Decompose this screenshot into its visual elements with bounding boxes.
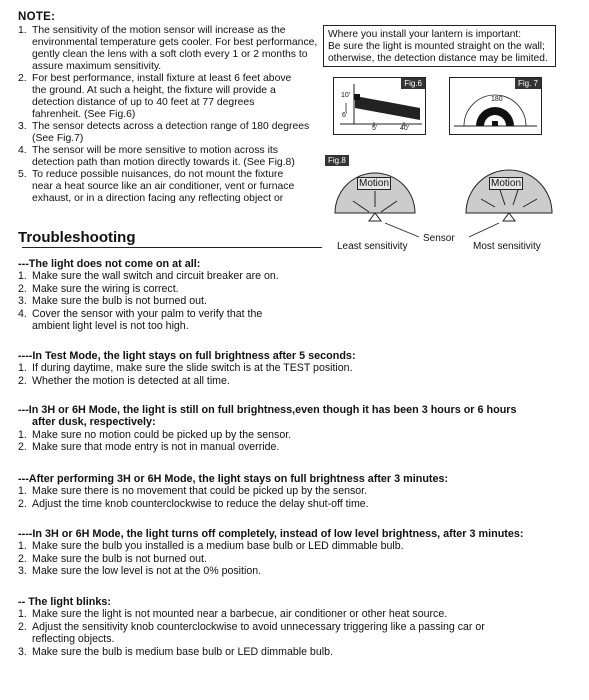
section-heading: ---In 3H or 6H Mode, the light is still on full brightness,even though it has been 3 hours or 6 hours — [18, 404, 517, 416]
note-item-number: 5. — [18, 169, 27, 180]
sensor-pointer — [469, 223, 499, 237]
fig6-dist-near: 5' — [372, 125, 378, 132]
item-text: reflecting objects. — [32, 633, 115, 646]
trouble-section-4 — [18, 473, 448, 510]
detection-beam — [355, 96, 420, 120]
note-item-number: 4. — [18, 145, 27, 156]
item-number: 3. — [18, 565, 27, 578]
note-line: For best performance, install fixture at least 6 feet above — [32, 73, 292, 84]
note-item-3 — [18, 121, 317, 145]
fig8-sensor-label: Sensor — [423, 233, 455, 244]
note-line: fahrenheit. (See Fig.6) — [32, 109, 136, 120]
note-line: environmental temperature gets cooler. For best performance, — [32, 37, 318, 48]
fig6-height-top: 10' — [341, 92, 351, 99]
item-number: 1. — [18, 608, 27, 621]
note-item-number: 1. — [18, 25, 27, 36]
fig6-height-bottom: 6' — [342, 112, 348, 119]
note-item-2 — [18, 73, 317, 121]
fig8-least-label: Least sensitivity — [337, 241, 408, 252]
fig8-motion-left: Motion — [359, 178, 390, 189]
note-item-number: 3. — [18, 121, 27, 132]
list-item — [18, 429, 517, 441]
item-number: 2. — [18, 552, 27, 565]
note-line: The sensitivity of the motion sensor will increase as the — [32, 25, 286, 36]
item-text: Make sure the bulb is medium base bulb or LED dimmable bulb. — [32, 645, 333, 658]
fixture-shape — [354, 94, 360, 100]
list-item — [18, 375, 356, 387]
list-item — [18, 553, 524, 565]
note-list — [18, 25, 317, 205]
note-item-4 — [18, 145, 317, 169]
list-item — [18, 308, 279, 320]
fig8-motion-right: Motion — [491, 178, 522, 189]
install-note-line: Be sure the light is mounted straight on the wall; — [328, 41, 545, 53]
note-item-5 — [18, 169, 317, 205]
note-line: detection distance of up to 40 feet at 77 degrees — [32, 97, 255, 108]
item-text: Make sure the wiring is correct. — [32, 282, 179, 295]
list-item-continued — [18, 320, 279, 332]
section-heading: -- The light blinks: — [18, 596, 111, 608]
note-line: gently clean the lens with a soft cloth every 1 or 2 months to — [32, 49, 308, 60]
fixture-shape — [492, 121, 498, 126]
sensor-pointer — [385, 223, 419, 237]
item-text: Make sure the wall switch and circuit breaker are on. — [32, 270, 279, 283]
list-item — [18, 270, 279, 282]
list-item — [18, 646, 485, 658]
item-number: 3. — [18, 295, 27, 308]
item-text: Make sure the bulb you installed is a medium base bulb or LED dimmable bulb. — [32, 540, 404, 553]
note-item-1 — [18, 25, 317, 73]
fig6-dist-far: 40' — [400, 125, 410, 132]
list-item-continued — [18, 633, 485, 645]
list-item — [18, 485, 448, 497]
section-heading: ----In 3H or 6H Mode, the light turns off completely, instead of low level brightness, after 3 minutes: — [18, 528, 524, 540]
note-title: NOTE: — [18, 11, 56, 23]
install-note-line: otherwise, the detection distance may be limited. — [328, 53, 548, 65]
install-note-line: Where you install your lantern is important: — [328, 29, 522, 40]
item-text: If during daytime, make sure the slide switch is at the TEST position. — [32, 362, 353, 375]
note-line: assure maximum sensitivity. — [32, 61, 162, 72]
list-item — [18, 540, 524, 552]
note-line: exhaust, or in a direction facing any reflecting object or — [32, 193, 284, 204]
fig7-diagram — [449, 77, 542, 135]
item-text: Make sure that mode entry is not in manual override. — [32, 441, 280, 454]
note-line: near a heat source like an air conditioner, vent or furnace — [32, 181, 295, 192]
note-line: detection path than motion directly towards it. (See Fig.8) — [32, 157, 295, 168]
item-text: Make sure the bulb is not burned out. — [32, 552, 207, 565]
fig8-tag: Fig.8 — [325, 155, 349, 166]
fig8-most-label: Most sensitivity — [473, 241, 541, 252]
item-number: 2. — [18, 374, 27, 387]
trouble-section-5 — [18, 528, 524, 578]
item-number: 3. — [18, 645, 27, 658]
item-number: 2. — [18, 282, 27, 295]
item-text: Whether the motion is detected at all time. — [32, 374, 230, 387]
note-line: (See Fig.7) — [32, 133, 84, 144]
list-item — [18, 283, 279, 295]
fig6-diagram — [333, 77, 426, 135]
list-item — [18, 295, 279, 307]
list-item — [18, 565, 524, 577]
item-text: Make sure the bulb is not burned out. — [32, 295, 207, 308]
fig6-tag: Fig.6 — [401, 78, 425, 89]
list-item — [18, 608, 485, 620]
section-heading-continued: after dusk, respectively: — [32, 416, 156, 429]
install-note-box — [323, 25, 556, 67]
item-number: 1. — [18, 485, 27, 498]
list-item — [18, 441, 517, 453]
fig7-tag: Fig. 7 — [515, 78, 541, 89]
note-item-number: 2. — [18, 73, 27, 84]
note-line: To reduce possible nuisances, do not mount the fixture — [32, 169, 284, 180]
item-number: 1. — [18, 540, 27, 553]
trouble-section-6 — [18, 596, 485, 658]
item-number: 1. — [18, 270, 27, 283]
item-text: Cover the sensor with your palm to verify that the — [32, 307, 263, 320]
fig7-angle: 180 — [491, 96, 503, 103]
trouble-section-1 — [18, 258, 279, 332]
item-text: Adjust the time knob counterclockwise to reduce the delay shut-off time. — [32, 497, 369, 510]
note-line: The sensor will be more sensitive to motion across its — [32, 145, 279, 156]
trouble-section-2 — [18, 350, 356, 387]
item-number: 2. — [18, 441, 27, 454]
item-number: 4. — [18, 307, 27, 320]
item-text: ambient light level is not too high. — [32, 320, 189, 333]
item-text: Make sure the low level is not at the 0% position. — [32, 565, 262, 578]
item-text: Make sure there is no movement that could be picked up by the sensor. — [32, 485, 368, 498]
right-sensor — [503, 213, 515, 221]
item-number: 2. — [18, 620, 27, 633]
title-underline — [22, 247, 322, 248]
section-heading: ---The light does not come on at all: — [18, 258, 201, 270]
item-number: 1. — [18, 428, 27, 441]
troubleshooting-title: Troubleshooting — [18, 229, 136, 246]
section-heading: ---After performing 3H or 6H Mode, the light stays on full brightness after 3 minutes: — [18, 473, 449, 485]
item-text: Adjust the sensitivity knob counterclockwise to avoid unnecessary triggering like a passing car or — [32, 620, 485, 633]
item-text: Make sure the light is not mounted near a barbecue, air conditioner or other heat source. — [32, 608, 448, 621]
list-item — [18, 362, 356, 374]
item-text: Make sure no motion could be picked up by the sensor. — [32, 428, 292, 441]
section-heading: ----In Test Mode, the light stays on full brightness after 5 seconds: — [18, 350, 356, 362]
note-line: The sensor detects across a detection range of 180 degrees — [32, 121, 310, 132]
item-number: 2. — [18, 497, 27, 510]
left-sensor — [369, 213, 381, 221]
list-item — [18, 621, 485, 633]
item-number: 1. — [18, 362, 27, 375]
fig8-diagram — [323, 155, 556, 255]
list-item — [18, 498, 448, 510]
trouble-section-3 — [18, 404, 517, 454]
note-line: the ground. At such a height, the fixture will provide a — [32, 85, 276, 96]
